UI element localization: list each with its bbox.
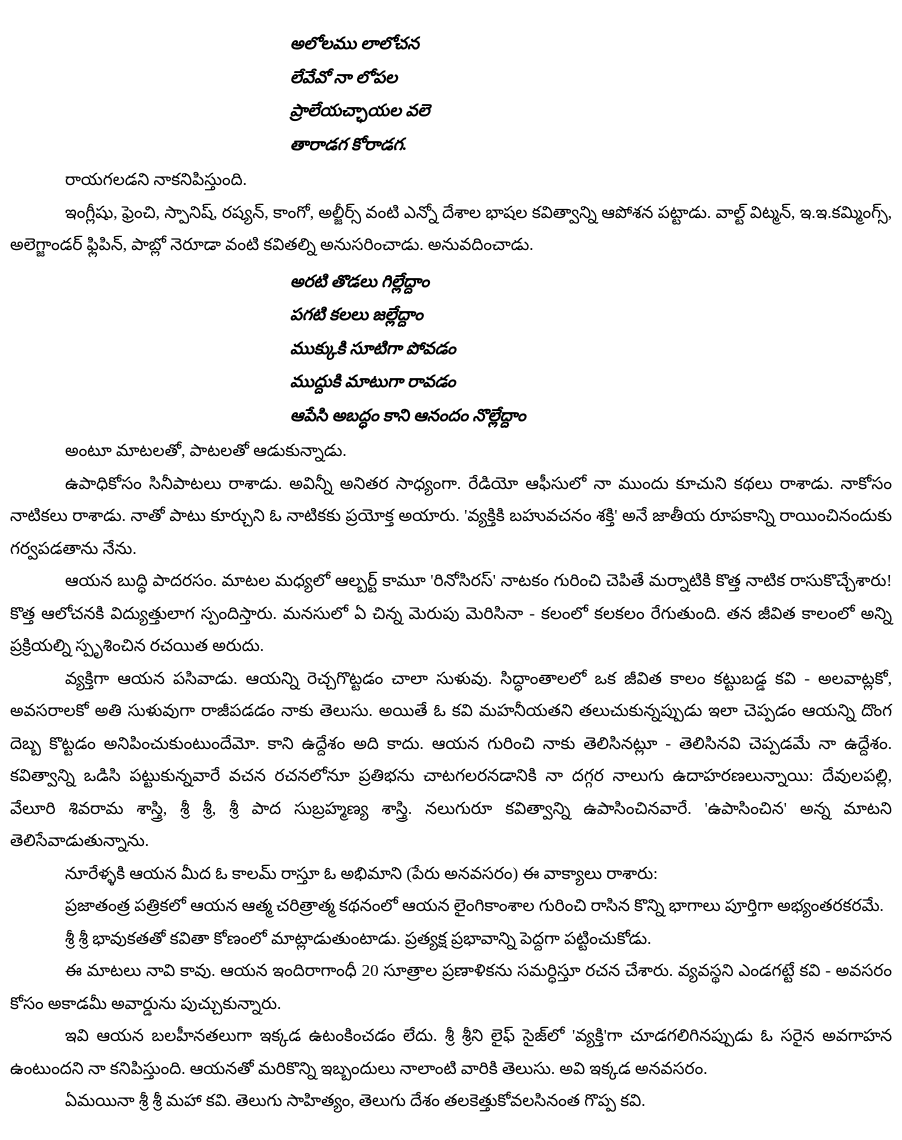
poem-line: ప్రాలేయచ్ఛాయల వలె xyxy=(290,101,430,120)
poem-line: అలోలము లాలోచన xyxy=(290,34,420,53)
poem-line: లేవేవో నా లోపల xyxy=(290,67,398,87)
paragraph-11: ఇవి ఆయన బలహీనతలుగా ఇక్కడ ఉటంకించడం లేదు. శ్రీ శ్రీని లైఫ్ సైజ్‌లో 'వ్యక్తి'గా చూడగలిగినప్పుడు ఓ సరైన అవగాహన ఉంటుందని నా కనిపిస్తుంది. ఆయనతో మరికొన్ని ఇబ్బందులు నాలాంటి వారికి తెలుసు. అవి ఇక్కడ అనవసరం. xyxy=(10,1026,893,1078)
paragraph-5: ఆయన బుద్ధి పాదరసం. మాటల మధ్యలో ఆల్బర్ట్ కామూ 'రినోసిరస్' నాటకం గురించి చెపితే మర్నాటికి కొత్త నాటిక రాసుకొచ్చేశారు! కొత్త ఆలోచనకి విద్యుత్తులాగ స్పందిస్తారు. మనసులో ఏ చిన్న మెరుపు మెరిసినా - కలంలో కలకలం రేగుతుంది. తన జీవిత కాలంలో అన్ని ప్రక్రియల్ని స్పృశించిన రచయిత అరుదు. xyxy=(10,571,892,655)
paragraph-12: ఏమయినా శ్రీ శ్రీ మహా కవి. తెలుగు సాహిత్యం, తెలుగు దేశం తలకెత్తుకోవలసినంత గొప్ప కవి. xyxy=(65,1091,646,1110)
paragraph-1: రాయగలడని నాకనిపిస్తుంది. xyxy=(65,170,247,189)
paragraph-2: ఇంగ్లీషు, ఫ్రెంచి, స్పానిష్, రష్యన్, కాంగో, అల్జీర్స్ వంటి ఎన్నో దేశాల భాషల కవిత్వాన్ని ఆపోశన పట్టాడు. వాల్ట్ విట్మన్, ఇ.ఇ.కమ్మింగ్స్, అలెగ్జాండర్ ఫ్లిపిన్, పాబ్లో నెరూడా వంటి కవితల్ని అనుసరించాడు. అనువదించాడు. xyxy=(10,202,892,254)
paragraph-9: శ్రీ శ్రీ భావుకతతో కవితా కోణంలో మాట్లాడుతుంటాడు. ప్రత్యక్ష ప్రభావాన్ని పెద్దగా పట్టించుకోడు. xyxy=(65,928,652,948)
paragraph-6: వ్యక్తిగా ఆయన పసివాడు. ఆయన్ని రెచ్చగొట్టడం చాలా సుళువు. సిద్ధాంతాలలో ఒక జీవిత కాలం కట్టుబడ్డ కవి - అలవాట్లకో, అవసరాలకో అతి సుళువుగా రాజీపడడం నాకు తెలుసు. అయితే ఓ కవి మహనీయతని తలుచుకున్నప్పుడు ఇలా చెప్పడం ఆయన్ని దొంగ దెబ్బ కొట్టడం అనిపించుకుంటుందేమో. కాని ఉద్దేశం అది కాదు. ఆయన గురించి నాకు తెలిసినట్లూ - తెలిసినవి చెప్పడమే నా ఉద్దేశం. కవిత్వాన్ని ఒడిసి పట్టుకున్నవారే వచన రచనలోనూ ప్రతిభను చాటగలరనడానికి నా దగ్గర నాలుగు ఉదాహరణలున్నాయి: దేవులపల్లి, వేలూరి శివరామ శాస్త్రి, శ్రీ శ్రీ, శ్రీ పాద సుబ్రహ్మణ్య శాస్త్రి. నలుగురూ కవిత్వాన్ని ఉపాసించినవారే. 'ఉపాసించిన' అన్న మాటని తెలిసేవాడుతున్నాను. xyxy=(10,668,892,850)
paragraph-10: ఈ మాటలు నావి కావు. ఆయన ఇందిరాగాంధీ 20 సూత్రాల ప్రణాళికను సమర్ధిస్తూ రచన చేశారు. వ్యవస్థని ఎండగట్టే కవి - అవసరం కోసం అకాడమీ అవార్డును పుచ్చుకున్నారు. xyxy=(10,961,892,1013)
paragraph-4: ఉపాధికోసం సినీపాటలు రాశాడు. అవిన్నీ అనితర సాధ్యంగా. రేడియో ఆఫీసులో నా ముందు కూచుని కథలు రాశాడు. నాకోసం నాటికలు రాశాడు. నాతో పాటు కూర్చుని ఓ నాటికకు ప్రయోక్త అయారు. 'వ్యక్తికి బహువచనం శక్తి' అనే జాతీయ రూపకాన్ని రాయించినందుకు గర్వపడతాను నేను. xyxy=(10,473,892,558)
paragraph-7: నూరేళ్ళకి ఆయన మీద ఓ కాలమ్ రాస్తూ ఓ అభిమాని (పేరు అనవసరం) ఈ వాక్యాలు రాశారు: xyxy=(65,863,658,883)
poem-line: ఆపేసి అబద్ధం కాని ఆనందం నొల్లేద్దాం xyxy=(290,405,526,425)
paragraph-8: ప్రజాతంత్ర పత్రికలో ఆయన ఆత్మ చరిత్రాత్మ కథనంలో ఆయన లైంగికాంశాల గురించి రాసిన కొన్ని భాగాలు పూర్తిగా అభ్యంతరకరమే. xyxy=(65,896,884,915)
poem-line: అరటి తొడలు గిల్లేద్దాం xyxy=(290,271,430,291)
poem-line: పగటి కలలు జల్లేద్దాం xyxy=(290,305,424,324)
poem-line: తారాడగ కోరాడగ. xyxy=(290,134,408,154)
poem-line: ముక్కుకి సూటిగా పోవడం xyxy=(290,338,456,358)
paragraph-3: అంటూ మాటలతో, పాటలతో ఆడుకున్నాడు. xyxy=(65,441,347,460)
poem-line: ముద్దుకి మాటుగా రావడం xyxy=(290,372,456,391)
poem-block-2 xyxy=(290,265,892,433)
poem-block-1 xyxy=(290,27,892,161)
